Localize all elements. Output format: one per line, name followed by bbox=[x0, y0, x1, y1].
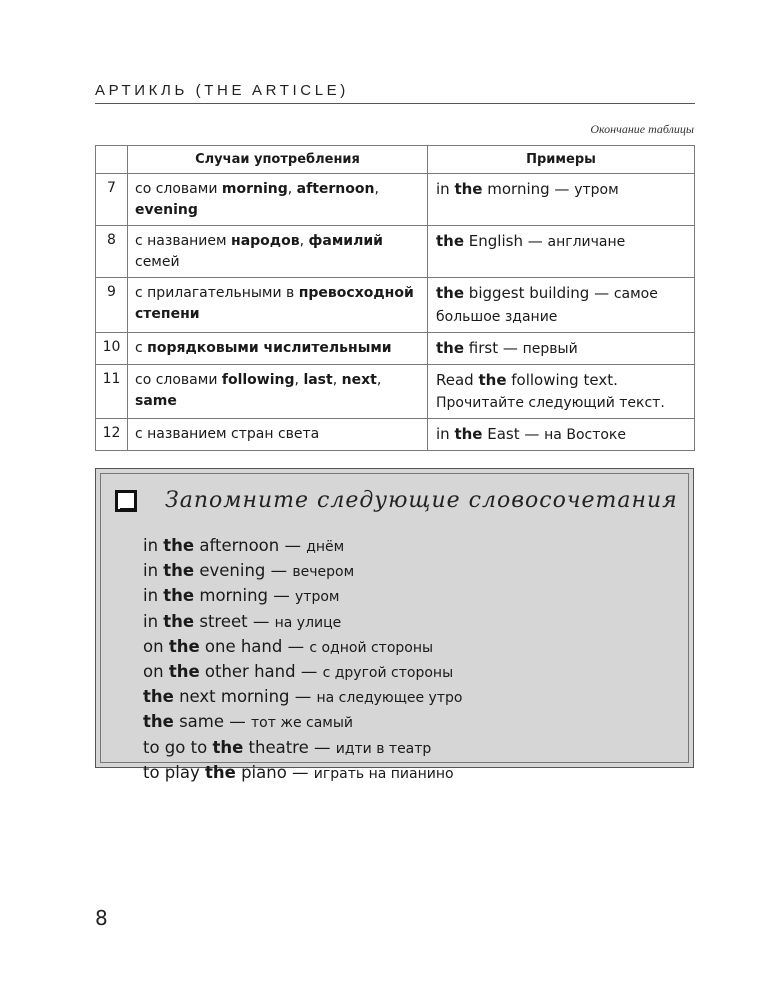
example-cell bbox=[428, 174, 695, 226]
text-run: с названием стран света bbox=[135, 426, 320, 442]
bold-term: the bbox=[436, 232, 465, 250]
bold-term: the bbox=[163, 611, 195, 631]
text-run: , bbox=[332, 372, 342, 388]
text-run: вечером bbox=[292, 564, 355, 581]
text-run: next morning — bbox=[173, 687, 317, 707]
text-run: с одной стороны bbox=[309, 639, 434, 656]
memo-phrase-list bbox=[143, 534, 462, 786]
bold-term: the bbox=[454, 425, 483, 443]
column-header-number bbox=[96, 146, 128, 174]
bold-term: evening bbox=[135, 202, 198, 218]
usage-cell bbox=[128, 174, 428, 226]
text-run: утром bbox=[574, 182, 619, 198]
table-row bbox=[96, 365, 695, 419]
text-run: one hand — bbox=[199, 636, 310, 656]
bold-term: afternoon bbox=[296, 181, 375, 197]
text-run: на следующее утро bbox=[316, 690, 463, 707]
text-run: to play bbox=[143, 762, 205, 782]
memo-title: Запомните следующие словосочетания bbox=[165, 488, 678, 513]
memo-phrase bbox=[143, 736, 462, 761]
text-run: со словами bbox=[135, 181, 222, 197]
text-run: English — bbox=[464, 232, 548, 250]
text-run: семей bbox=[135, 254, 180, 270]
example-cell bbox=[428, 419, 695, 451]
memo-phrase bbox=[143, 534, 462, 559]
memo-phrase bbox=[143, 685, 462, 710]
text-run: с другой стороны bbox=[322, 665, 454, 682]
text-run: in bbox=[143, 611, 164, 631]
text-run: biggest building — bbox=[464, 284, 614, 302]
memo-phrase bbox=[143, 660, 462, 685]
bold-term: фамилий bbox=[308, 233, 383, 249]
text-run: street — bbox=[194, 611, 275, 631]
text-run: играть на пианино bbox=[313, 765, 454, 782]
usage-cell bbox=[128, 419, 428, 451]
text-run: с прилагательными в bbox=[135, 285, 299, 301]
text-run: following text. bbox=[506, 371, 618, 389]
bold-term: the bbox=[168, 662, 200, 682]
memo-phrase bbox=[143, 761, 462, 786]
bold-term: the bbox=[212, 737, 244, 757]
text-run: , bbox=[294, 372, 304, 388]
bold-term: the bbox=[168, 636, 200, 656]
text-run: , bbox=[299, 233, 309, 249]
usage-cell bbox=[128, 278, 428, 333]
bold-term: the bbox=[143, 712, 174, 732]
row-number: 7 bbox=[96, 174, 128, 226]
page-number: 8 bbox=[95, 906, 108, 930]
text-run: morning — bbox=[482, 180, 575, 198]
text-run: first — bbox=[464, 339, 523, 357]
checkbox-icon bbox=[115, 490, 137, 512]
bold-term: last bbox=[303, 372, 333, 388]
text-run: самое большое здание bbox=[436, 286, 658, 325]
table-row bbox=[96, 226, 695, 278]
row-number: 11 bbox=[96, 365, 128, 419]
text-run: in bbox=[143, 536, 164, 555]
example-cell bbox=[428, 226, 695, 278]
bold-term: the bbox=[163, 586, 195, 606]
column-header-examples: Примеры bbox=[428, 146, 695, 174]
text-run: in bbox=[436, 425, 455, 443]
column-header-usage: Случаи употребления bbox=[128, 146, 428, 174]
running-header: АРТИКЛЬ (THE ARTICLE) bbox=[95, 82, 349, 99]
text-run: утром bbox=[295, 589, 340, 606]
text-run: первый bbox=[522, 341, 578, 357]
memo-phrase bbox=[143, 559, 462, 584]
bold-term: превосходной степени bbox=[135, 285, 414, 322]
memo-phrase bbox=[143, 610, 462, 635]
table-row bbox=[96, 278, 695, 333]
bold-term: following bbox=[221, 372, 295, 388]
text-run: с названием bbox=[135, 233, 232, 249]
memo-phrase bbox=[143, 584, 462, 609]
text-run: , bbox=[287, 181, 297, 197]
text-run: на Востоке bbox=[544, 427, 626, 443]
text-run: morning — bbox=[194, 586, 295, 606]
text-run: piano — bbox=[235, 762, 314, 782]
usage-cell bbox=[128, 333, 428, 365]
text-run: East — bbox=[482, 425, 545, 443]
text-run: to go to bbox=[143, 737, 213, 757]
memo-phrase bbox=[143, 635, 462, 660]
bold-term: the bbox=[454, 180, 483, 198]
text-run: in bbox=[436, 180, 455, 198]
bold-term: next bbox=[341, 372, 377, 388]
text-run: идти в театр bbox=[335, 740, 432, 757]
table-row bbox=[96, 333, 695, 365]
bold-term: народов bbox=[231, 233, 300, 249]
row-number: 10 bbox=[96, 333, 128, 365]
row-number: 12 bbox=[96, 419, 128, 451]
usage-cell bbox=[128, 365, 428, 419]
bold-term: порядковыми числительными bbox=[147, 340, 392, 356]
table-row bbox=[96, 419, 695, 451]
text-run: , bbox=[376, 372, 382, 388]
article-usage-table bbox=[95, 145, 695, 451]
bold-term: the bbox=[436, 284, 465, 302]
memo-box bbox=[95, 468, 694, 782]
example-cell bbox=[428, 333, 695, 365]
memo-box-inner bbox=[100, 473, 689, 782]
text-run: evening — bbox=[194, 561, 293, 581]
bold-term: the bbox=[205, 762, 236, 782]
table-continuation-note: Окончание таблицы bbox=[590, 122, 694, 136]
table-row bbox=[96, 174, 695, 226]
bold-term: the bbox=[163, 536, 195, 555]
bold-term: the bbox=[436, 339, 465, 357]
text-run: днём bbox=[306, 539, 345, 555]
example-cell bbox=[428, 278, 695, 333]
bold-term: the bbox=[163, 561, 195, 581]
text-run: in bbox=[143, 561, 164, 581]
text-run: с bbox=[135, 340, 148, 356]
text-run: on bbox=[143, 662, 169, 682]
table-header-row bbox=[96, 146, 695, 174]
text-run: same — bbox=[173, 712, 251, 732]
text-run: Прочитайте следующий текст. bbox=[436, 395, 665, 411]
bold-term: same bbox=[135, 393, 177, 409]
bold-term: the bbox=[478, 371, 507, 389]
text-run: , bbox=[374, 181, 379, 197]
example-cell bbox=[428, 365, 695, 419]
usage-cell bbox=[128, 226, 428, 278]
text-run: in bbox=[143, 586, 164, 606]
text-run: со словами bbox=[135, 372, 222, 388]
row-number: 8 bbox=[96, 226, 128, 278]
bold-term: the bbox=[143, 687, 174, 707]
text-run: theatre — bbox=[243, 737, 336, 757]
text-run: on bbox=[143, 636, 169, 656]
text-run: Read bbox=[436, 371, 479, 389]
text-run: other hand — bbox=[199, 662, 323, 682]
bold-term: morning bbox=[221, 181, 288, 197]
header-rule bbox=[95, 103, 695, 104]
text-run: англичане bbox=[547, 234, 626, 250]
text-run: тот же самый bbox=[251, 715, 353, 732]
memo-phrase bbox=[143, 710, 462, 735]
row-number: 9 bbox=[96, 278, 128, 333]
text-run: на улице bbox=[274, 614, 342, 631]
text-run: afternoon — bbox=[194, 536, 307, 555]
